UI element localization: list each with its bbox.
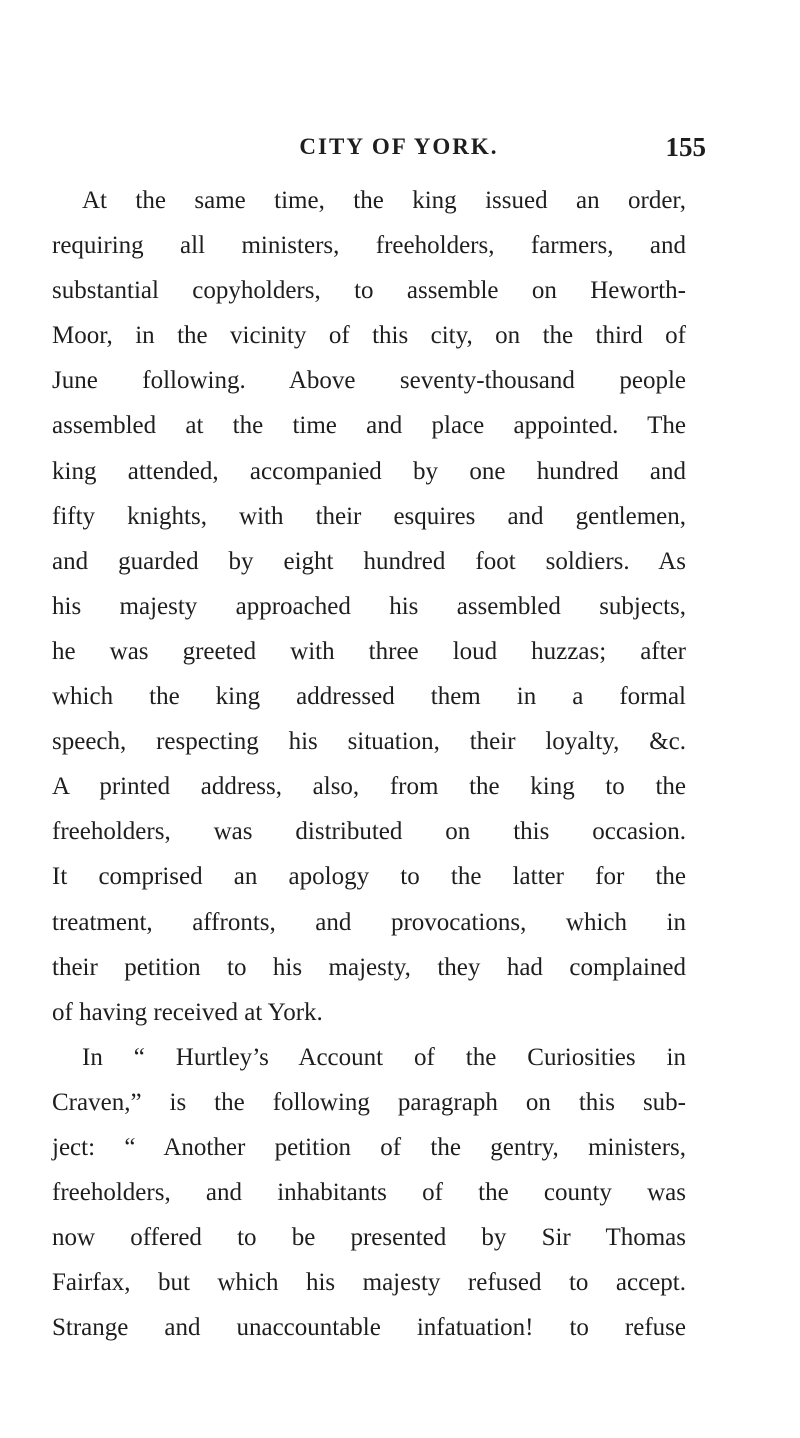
text-line: and guarded by eight hundred foot soldiers. As <box>52 547 686 575</box>
text-line: his majesty approached his assembled subjects, <box>52 592 686 620</box>
text-line: fifty knights, with their esquires and gentlemen, <box>52 502 686 530</box>
body-text <box>52 178 686 1350</box>
text-line: June following. Above seventy-thousand people <box>52 367 686 395</box>
text-line: their petition to his majesty, they had complained <box>52 953 686 981</box>
text-line: Fairfax, but which his majesty refused to accept. <box>52 1269 686 1297</box>
text-line: which the king addressed them in a formal <box>52 683 686 711</box>
text-line: At the same time, the king issued an order, <box>82 187 686 214</box>
text-line: A printed address, also, from the king to the <box>52 773 686 801</box>
text-line: of having received at York. <box>52 998 323 1026</box>
running-head <box>92 132 706 168</box>
text-line: speech, respecting his situation, their loyalty, &c. <box>52 728 686 756</box>
text-line: requiring all ministers, freeholders, farmers, and <box>52 232 686 260</box>
text-line: ject: “ Another petition of the gentry, ministers, <box>52 1133 686 1161</box>
text-line: he was greeted with three loud huzzas; after <box>52 637 686 665</box>
text-line: It comprised an apology to the latter for the <box>52 863 686 891</box>
text-line: Moor, in the vicinity of this city, on the third of <box>52 322 686 350</box>
text-line: substantial copyholders, to assemble on Heworth- <box>52 277 686 305</box>
text-line: In “ Hurtley’s Account of the Curiosities in <box>82 1043 686 1071</box>
text-line: treatment, affronts, and provocations, which in <box>52 908 686 936</box>
text-line: assembled at the time and place appointed. The <box>52 412 686 440</box>
text-line: freeholders, was distributed on this occasion. <box>52 818 686 846</box>
text-line: freeholders, and inhabitants of the county was <box>52 1179 686 1207</box>
text-line: now offered to be presented by Sir Thomas <box>52 1224 686 1252</box>
text-line: Strange and unaccountable infatuation! to refuse <box>52 1314 686 1342</box>
text-line: Craven,” is the following paragraph on this sub- <box>52 1088 686 1116</box>
page-number: 155 <box>665 132 706 162</box>
text-line: king attended, accompanied by one hundred and <box>52 457 686 485</box>
running-title: CITY OF YORK. <box>299 134 499 159</box>
